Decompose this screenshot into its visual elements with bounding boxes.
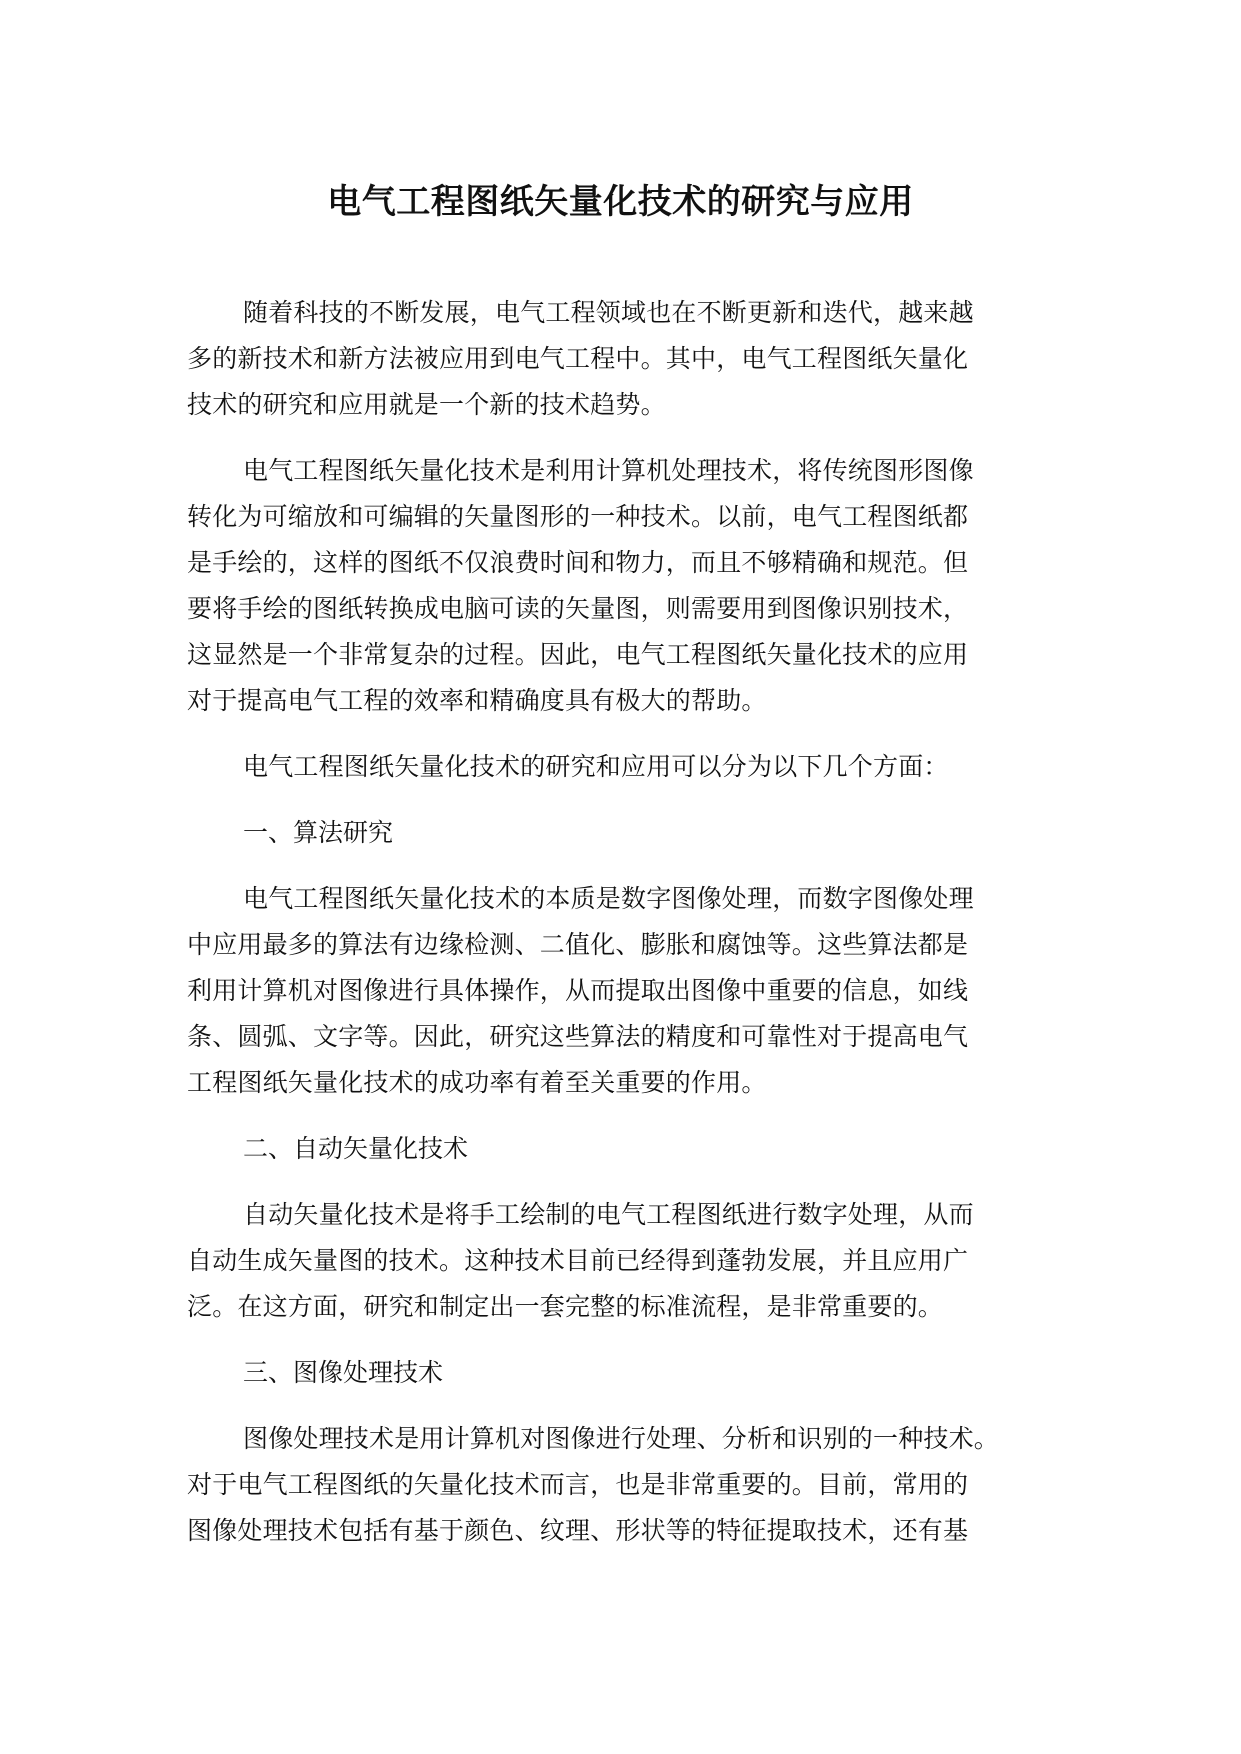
text-line: 泛。在这方面，研究和制定出一套完整的标准流程，是非常重要的。 bbox=[187, 1292, 944, 1321]
text-line: 对于电气工程图纸的矢量化技术而言，也是非常重要的。目前，常用的 bbox=[187, 1470, 969, 1499]
text-line: 多的新技术和新方法被应用到电气工程中。其中，电气工程图纸矢量化 bbox=[187, 344, 969, 373]
text-line: 工程图纸矢量化技术的成功率有着至关重要的作用。 bbox=[187, 1068, 767, 1097]
text-line: 技术的研究和应用就是一个新的技术趋势。 bbox=[187, 390, 666, 419]
text-line: 自动矢量化技术是将手工绘制的电气工程图纸进行数字处理，从而 bbox=[243, 1200, 974, 1229]
section-heading-algorithms: 一、算法研究 bbox=[243, 818, 394, 847]
text-line: 图像处理技术包括有基于颜色、纹理、形状等的特征提取技术，还有基 bbox=[187, 1516, 969, 1545]
text-line: 随着科技的不断发展，电气工程领域也在不断更新和迭代，越来越 bbox=[243, 298, 974, 327]
text-line: 这显然是一个非常复杂的过程。因此，电气工程图纸矢量化技术的应用 bbox=[187, 640, 969, 669]
paragraph-algorithms bbox=[187, 876, 1039, 1106]
text-line: 利用计算机对图像进行具体操作，从而提取出图像中重要的信息，如线 bbox=[187, 976, 969, 1005]
document-body bbox=[187, 290, 1039, 1574]
text-line: 中应用最多的算法有边缘检测、二值化、膨胀和腐蚀等。这些算法都是 bbox=[187, 930, 969, 959]
paragraph-image-processing bbox=[187, 1416, 1039, 1554]
paragraph-intro bbox=[187, 290, 1039, 428]
text-line: 自动生成矢量图的技术。这种技术目前已经得到蓬勃发展，并且应用广 bbox=[187, 1246, 969, 1275]
paragraph-overview bbox=[187, 744, 1039, 790]
text-line: 电气工程图纸矢量化技术的本质是数字图像处理，而数字图像处理 bbox=[243, 884, 974, 913]
text-line: 转化为可缩放和可编辑的矢量图形的一种技术。以前，电气工程图纸都 bbox=[187, 502, 969, 531]
document-title: 电气工程图纸矢量化技术的研究与应用 bbox=[327, 182, 914, 222]
section-heading-image-processing: 三、图像处理技术 bbox=[243, 1358, 444, 1387]
text-line: 是手绘的，这样的图纸不仅浪费时间和物力，而且不够精确和规范。但 bbox=[187, 548, 969, 577]
text-line: 图像处理技术是用计算机对图像进行处理、分析和识别的一种技术。 bbox=[243, 1424, 1000, 1453]
paragraph-definition bbox=[187, 448, 1039, 724]
text-line: 电气工程图纸矢量化技术的研究和应用可以分为以下几个方面： bbox=[243, 752, 949, 781]
text-line: 条、圆弧、文字等。因此，研究这些算法的精度和可靠性对于提高电气 bbox=[187, 1022, 969, 1051]
text-line: 对于提高电气工程的效率和精确度具有极大的帮助。 bbox=[187, 686, 767, 715]
section-heading-auto-vectorization: 二、自动矢量化技术 bbox=[243, 1134, 469, 1163]
text-line: 电气工程图纸矢量化技术是利用计算机处理技术，将传统图形图像 bbox=[243, 456, 974, 485]
paragraph-auto-vectorization bbox=[187, 1192, 1039, 1330]
text-line: 要将手绘的图纸转换成电脑可读的矢量图，则需要用到图像识别技术， bbox=[187, 594, 969, 623]
